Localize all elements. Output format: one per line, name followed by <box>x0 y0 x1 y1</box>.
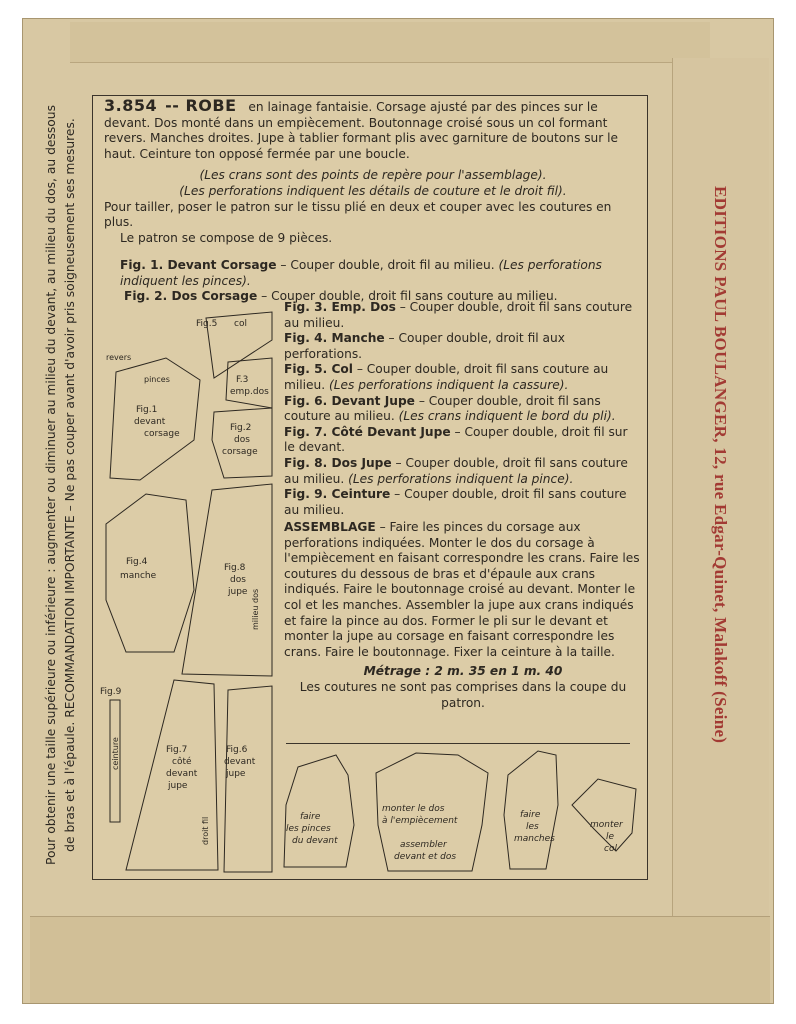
step-3-line-2: les <box>526 822 539 832</box>
figure-8-note: (Les perforations indiquent la pince). <box>348 471 574 486</box>
envelope-top-flap <box>70 22 710 63</box>
figure-list-right <box>284 300 642 518</box>
label-jupe-6: jupe <box>226 769 246 779</box>
figure-6-text: – Couper double, droit fil sans couture au milieu. <box>284 393 601 424</box>
label-devant: devant <box>134 417 166 427</box>
label-fig3: F.3 <box>236 375 249 385</box>
label-fig6: Fig.6 <box>226 745 248 755</box>
piece-dos-jupe <box>182 484 272 676</box>
step-1-line-3: du devant <box>292 836 338 846</box>
figure-7-text: – Couper double, droit fil sur le devant. <box>284 424 628 455</box>
label-emp-dos: emp.dos <box>230 387 269 397</box>
assembly-text: – Faire les pinces du corsage aux perforations indiquées. Monter le dos du corsage à l'empiècement en faisant correspondre les crans. Faire les coutures du dessous de bras et d'épaule aux crans indiqués. Faire le boutonnage croisé au devant. Monter le col et les manches. Assembler la jupe aux crans indiqués et faire la pince au dos. Former le pli sur le devant et monter la jupe au corsage en faisant correspondre les crans. Faire le boutonnage. Fixer la ceinture à la taille. <box>284 520 640 659</box>
pattern-code: 3.854 <box>104 96 158 115</box>
figure-8-text: – Couper double, droit fil sans couture au milieu. <box>284 455 628 486</box>
figure-4-label: Fig. 4. Manche <box>284 331 385 346</box>
label-cote: côté <box>172 757 192 767</box>
figure-5 <box>284 362 642 393</box>
pattern-heading <box>104 98 642 162</box>
step-2-line-2: à l'empiècement <box>382 816 458 826</box>
label-jupe-7: jupe <box>168 781 188 791</box>
label-pinces: pinces <box>144 375 170 384</box>
assembly-steps-illustration <box>276 745 646 877</box>
figure-2-text: – Couper double, droit fil sans couture au milieu. <box>261 289 558 304</box>
pattern-intro <box>104 98 642 246</box>
figure-3 <box>284 300 642 331</box>
figure-1-note: (Les perforations indiquent les pinces). <box>120 258 602 288</box>
label-fig8: Fig.8 <box>224 563 246 573</box>
figure-4-text: – Couper double, droit fil aux perforations. <box>284 331 565 361</box>
label-dos-8: dos <box>230 575 246 585</box>
figure-5-note: (Les perforations indiquent la cassure). <box>329 377 569 392</box>
figure-6-note: (Les crans indiquent le bord du pli). <box>398 409 616 424</box>
step-2-line-3: assembler <box>400 840 447 850</box>
seam-allowance-note: Les coutures ne sont pas comprises dans la coupe du patron. <box>299 679 627 710</box>
figure-6 <box>284 394 642 425</box>
figure-8 <box>284 456 642 487</box>
label-col: col <box>234 319 247 329</box>
figure-7 <box>284 425 642 456</box>
figure-1-label: Fig. 1. Devant Corsage <box>120 258 277 272</box>
figure-1 <box>104 258 642 289</box>
section-divider <box>286 743 630 744</box>
step-2-line-4: devant et dos <box>394 852 457 862</box>
pattern-description: en lainage fantaisie. Corsage ajusté par des pinces sur le devant. Dos monté dans un empiècement. Boutonnage croisé sous un col formant revers. Manches droites. Jupe à tablier formant plis avec garniture de boutons sur le haut. Ceinture ton opposé fermée par une boucle. <box>104 100 619 161</box>
label-ceinture: ceinture <box>111 737 120 770</box>
figure-5-label: Fig. 5. Col <box>284 362 353 377</box>
pattern-title: -- ROBE <box>165 96 237 115</box>
figure-2-label: Fig. 2. Dos Corsage <box>124 289 258 304</box>
step-3-line-1: faire <box>520 810 541 820</box>
figure-6-label: Fig. 6. Devant Jupe <box>284 393 415 408</box>
step-3-line-3: manches <box>514 834 555 844</box>
label-fig4: Fig.4 <box>126 557 148 567</box>
label-revers: revers <box>106 353 132 362</box>
step-4-drawing <box>572 779 636 851</box>
pieces-count: Le patron se compose de 9 pièces. <box>120 230 333 245</box>
note-crans: (Les crans sont des points de repère pour l'assemblage). <box>199 168 547 183</box>
label-corsage: corsage <box>144 429 180 439</box>
figure-1-text: – Couper double, droit fil au milieu. <box>280 258 495 272</box>
label-jupe-8: jupe <box>228 587 248 597</box>
figure-5-text: – Couper double, droit fil sans couture au milieu. <box>284 362 609 392</box>
side-note-line-2: de bras et à l'épaule. RECOMMANDATION IMPORTANTE – Ne pas couper avant d'avoir pris soigneusement ses mesures. <box>63 118 77 852</box>
fabric-yardage: Métrage : 2 m. 35 en 1 m. 40 <box>363 664 563 679</box>
label-droit-fil: droit fil <box>201 816 210 845</box>
label-fig1: Fig.1 <box>136 405 158 415</box>
side-note-line-1: Pour obtenir une taille supérieure ou inférieure : augmenter ou diminuer au milieu du devant, au milieu du dos, au dessous <box>44 105 58 866</box>
label-fig5: Fig.5 <box>196 319 218 329</box>
figure-9-text: – Couper double, droit fil sans couture au milieu. <box>284 487 627 517</box>
figure-8-label: Fig. 8. Dos Jupe <box>284 455 392 470</box>
envelope-bottom-flap <box>30 916 770 1003</box>
label-milieu: milieu dos <box>251 588 260 630</box>
label-corsage-2: corsage <box>222 447 258 457</box>
figure-9-label: Fig. 9. Ceinture <box>284 487 391 502</box>
label-dos: dos <box>234 435 250 445</box>
figure-4 <box>284 331 642 362</box>
step-2-line-1: monter le dos <box>382 804 445 814</box>
pattern-layout-diagram <box>96 300 274 875</box>
figure-9 <box>284 487 642 518</box>
figure-list-top <box>104 258 642 305</box>
assembly-label: ASSEMBLAGE <box>284 520 376 534</box>
cutting-instructions: Pour tailler, poser le patron sur le tissu plié en deux et couper avec les coutures en plus. <box>104 199 612 230</box>
note-perforations: (Les perforations indiquent les détails de couture et le droit fil). <box>179 183 567 198</box>
label-manche: manche <box>120 571 157 581</box>
assembly-paragraph <box>284 520 642 660</box>
label-devant-7: devant <box>166 769 198 779</box>
label-fig2: Fig.2 <box>230 423 252 433</box>
step-4-line-2: le <box>606 832 615 842</box>
step-1-line-1: faire <box>300 812 321 822</box>
publisher-address: EDITIONS PAUL BOULANGER, 12, rue Edgar-Quinet, Malakoff (Seine) <box>711 186 730 744</box>
step-4-line-3: col <box>604 844 617 854</box>
assembly-instructions <box>284 520 642 711</box>
piece-devant-jupe <box>224 686 272 872</box>
label-fig9: Fig.9 <box>100 687 122 697</box>
figure-7-label: Fig. 7. Côté Devant Jupe <box>284 424 451 439</box>
label-fig7: Fig.7 <box>166 745 188 755</box>
step-1-line-2: les pinces <box>286 824 331 834</box>
label-devant-6: devant <box>224 757 256 767</box>
figure-3-label: Fig. 3. Emp. Dos <box>284 300 396 314</box>
step-1-drawing <box>284 755 354 867</box>
step-4-line-1: monter <box>590 820 623 830</box>
figure-3-text: – Couper double, droit fil sans couture au milieu. <box>284 300 633 330</box>
